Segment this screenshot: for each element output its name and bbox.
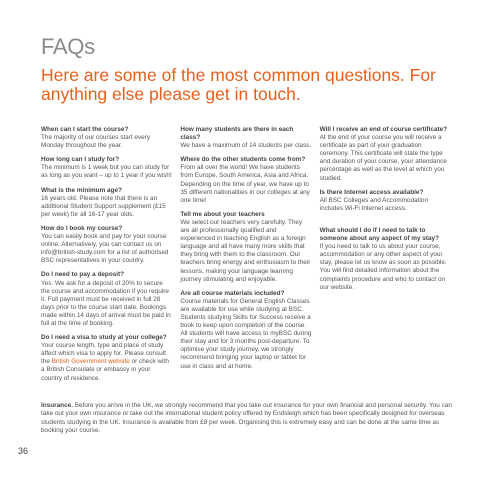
- page-subtitle: Here are some of the most common questions. For anything else please get in touch.: [41, 65, 436, 104]
- faq-answer: We have a maximum of 14 students per class.: [180, 142, 312, 150]
- faq-question: Will I receive an end of course certificate?: [319, 126, 448, 133]
- faq-item: [41, 271, 172, 328]
- page-title: FAQs: [41, 34, 95, 59]
- faq-question: Is there Internet access available?: [319, 188, 424, 196]
- faq-item: [320, 189, 451, 213]
- faq-answer: The minimum is 1 week but you can study for as long as you want – up to 1 year if you wish!: [41, 164, 172, 180]
- faq-item: [41, 334, 172, 383]
- faq-column-2: [180, 126, 311, 396]
- faq-item: [41, 225, 172, 265]
- faq-answer: 16 years old. Please note that there is an additional Student Support supplement (£15 per week) for all 16-17 year olds.: [41, 194, 166, 218]
- faq-answer: Yes. We ask for a deposit of 20% to secure the course and accommodation if you require it. Full payment must be received in full 28 days prior to the course start date. Bookings made within 14 days of arrival must be paid in full at the time of booking.: [41, 279, 171, 327]
- faq-item: [180, 211, 311, 284]
- faq-question: Do I need to pay a deposit?: [41, 271, 125, 279]
- faq-answer: We select our teachers very carefully. They are all professionally qualified and experienced in teaching English as a foreign language and all have many more skills that they bring with them to the classroom. Our teachers bring energy and enthusiasm to their lessons, making your language learning journey stimulating and enjoyable.: [180, 218, 311, 283]
- faq-question: Where do the other students come from?: [180, 156, 306, 164]
- faq-answer-text: or check with a British Consulate or embassy in your country of residence.: [41, 358, 169, 382]
- faq-question: When can I start the course?: [41, 126, 129, 133]
- faq-column-1: [41, 126, 172, 396]
- faq-answer: Course materials for General English Classes are available for use while studying at BSC. Students studying Skills for Success receive a book to keep upon completion of the course. All students will have access to myBSC during their stay and for 3 months post-departure. To optimise your study journey, we strongly recommend bringing your laptop or tablet for use in class and at home.: [180, 297, 312, 370]
- faq-answer-text: Your course length, type and place of study affect which visa to apply for. Please consult the: [41, 342, 166, 366]
- faq-question: Do I need a visa to study at your college?: [41, 334, 167, 342]
- faq-question: Tell me about your teachers: [180, 210, 265, 218]
- insurance-paragraph: [41, 402, 456, 435]
- faq-question: Are all course materials included?: [180, 289, 285, 297]
- faq-columns: [41, 126, 451, 396]
- faq-item: [180, 126, 311, 150]
- faq-item: [320, 126, 451, 183]
- faq-answer: [41, 342, 172, 382]
- faq-answer: At the end of your course you will receive a certificate as part of your graduation ceremony. This certificate will state the type and duration of your course, your attendance percentage as well as the level at which you studied.: [319, 134, 447, 182]
- faq-answer: From all over the world! We have students from Europe, South America, Asia and Africa. Depending on the time of year, we have up to 35 different nationalities in our colleges at any one time!: [180, 164, 310, 204]
- faq-column-3: [320, 126, 451, 396]
- faq-item: [41, 156, 172, 180]
- faq-question: What should I do if I need to talk to someone about any aspect of my stay?: [319, 226, 439, 243]
- faq-item: [41, 126, 172, 150]
- faq-item: [180, 290, 311, 371]
- faq-answer: If you need to talk to us about your course, accommodation or any other aspect of your stay, please let us know as soon as possible. You will find detailed information about the complaints procedure and who to contact on our website.: [319, 243, 447, 291]
- faq-question: How long can I study for?: [41, 156, 120, 164]
- faq-answer: The majority of our courses start every Monday throughout the year.: [41, 134, 151, 150]
- faq-answer: All BSC Colleges and Accommodation includes Wi-Fi Internet access.: [319, 196, 428, 212]
- insurance-text: Before you arrive in the UK, we strongly recommend that you take out insurance for your own financial and personal security. You can take out your own insurance or take out the international student policy offered by Endsleigh which has been specifically designed for overseas students studying in the UK. Insurance is available from £8 per week. Organising this is extremely easy and can be done at the same time as booking your course.: [41, 402, 452, 434]
- faq-question: How do I book my course?: [41, 224, 123, 232]
- faq-item: [41, 187, 172, 219]
- british-government-website-link[interactable]: British Government website: [51, 358, 130, 366]
- insurance-label: Insurance.: [41, 402, 73, 409]
- faq-answer: You can easily book and pay for your course online. Alternatively, you can contact us on info@british-study.com for a list of authorised BSC representatives in your country.: [41, 233, 169, 265]
- page-number: 36: [18, 446, 29, 456]
- faq-item: [180, 156, 311, 205]
- faq-question: How many students are there in each class?: [180, 126, 294, 142]
- faq-question: What is the minimum age?: [41, 186, 122, 194]
- faq-item: [320, 227, 451, 292]
